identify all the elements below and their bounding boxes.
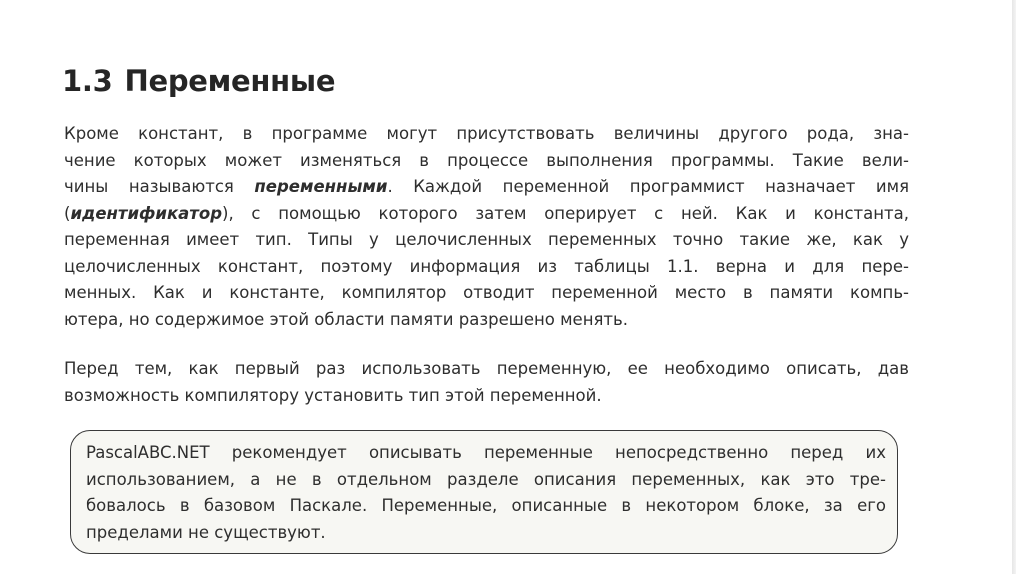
text-line	[64, 174, 909, 201]
note-text	[86, 440, 886, 546]
section-number: 1.3	[62, 64, 113, 98]
page-edge-rule	[1012, 0, 1016, 574]
text-fragment: . Каждой переменной программист назначает имя	[387, 177, 910, 196]
text-fragment: ), с помощью которого затем оперирует с ней. Как и константа,	[222, 203, 909, 223]
section-title: Переменные	[124, 64, 336, 98]
text-line: PascalABC.NET рекомендует описывать переменные непосредственно перед их	[86, 443, 886, 462]
text-line: Перед тем, как первый раз использовать переменную, ее необходимо описать, дав	[64, 359, 909, 378]
text-line: ютера, но содержимое этой области памяти разрешено менять.	[64, 309, 628, 329]
text-line: целочисленных констант, поэтому информация из таблицы 1.1. верна и для пере-	[64, 256, 909, 276]
text-line: возможность компилятору установить тип этой переменной.	[64, 385, 602, 405]
text-fragment: (	[64, 203, 71, 223]
text-line: менных. Как и константе, компилятор отводит переменной место в памяти компь-	[64, 283, 909, 302]
term-identifier: идентификатор	[70, 203, 223, 223]
text-line: переменная имеет тип. Типы у целочисленных переменных точно такие же, как у	[64, 230, 909, 249]
text-line: Кроме констант, в программе могут присутствовать величины другого рода, зна-	[64, 124, 909, 143]
text-line: использованием, а не в отдельном разделе описания переменных, как это тре-	[86, 469, 886, 489]
text-fragment: чины называются	[64, 177, 255, 196]
paragraph-variables-intro	[64, 121, 909, 333]
text-line: бовалось в базовом Паскале. Переменные, описанные в некотором блоке, за его	[86, 496, 886, 515]
term-variables: переменными	[254, 177, 388, 196]
text-line	[64, 201, 909, 228]
text-line: пределами не существуют.	[86, 522, 326, 542]
section-heading	[62, 64, 335, 98]
text-line: чение которых может изменяться в процессе выполнения программы. Такие вели-	[64, 150, 909, 170]
note-box	[70, 430, 898, 554]
paragraph-declaration	[64, 356, 909, 409]
